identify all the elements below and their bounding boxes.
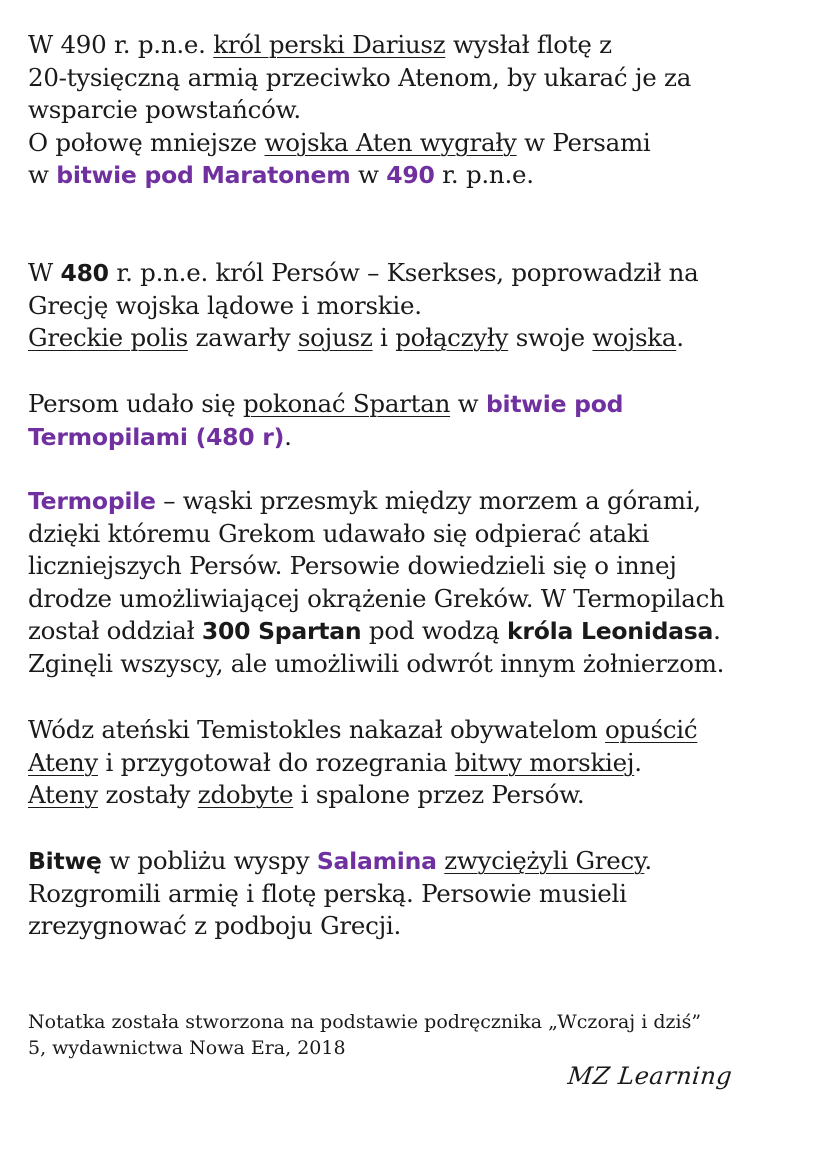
- underlined-phrase: Ateny: [28, 780, 98, 809]
- text-line: Persom udało się pokonać Spartan w bitwie pod: [28, 389, 624, 418]
- highlight-term-thermopylae: Termopile: [28, 487, 156, 515]
- text-line: wsparcie powstańców.: [28, 95, 301, 124]
- bold-spartans: 300 Spartan: [201, 617, 362, 645]
- paragraph-thermopylae-battle: [28, 388, 818, 453]
- text-line: drodze umożliwiającej okrążenie Greków. W Termopilach: [28, 583, 725, 613]
- paragraph-darius-marathon: [28, 29, 818, 192]
- text-line: Greckie polis zawarły sojusz i połączyły swoje wojska.: [28, 323, 684, 352]
- text-line: zrezygnować z podboju Grecji.: [28, 911, 402, 940]
- underlined-phrase: połączyły: [395, 323, 509, 352]
- underlined-phrase: opuścić: [605, 715, 698, 744]
- text-line: liczniejszych Persów. Persowie dowiedzieli się o innej: [28, 551, 677, 580]
- highlight-battle-thermopylae: bitwie pod: [485, 390, 624, 418]
- underlined-phrase: sojusz: [297, 323, 373, 352]
- text-line: W 480 r. p.n.e. król Persów – Kserkses, poprowadził na: [28, 258, 699, 287]
- underlined-phrase: Ateny: [28, 747, 98, 777]
- highlight-salamis: Salamina: [316, 847, 437, 875]
- footnote-line: 5, wydawnictwa Nowa Era, 2018: [28, 1037, 346, 1059]
- text-line: Wódz ateński Temistokles nakazał obywatelom opuścić: [28, 715, 698, 744]
- underlined-phrase: wojska Aten wygrały: [264, 127, 517, 157]
- text-line: dzięki któremu Grekom udawało się odpierać ataki: [28, 518, 650, 548]
- text-line: 20-tysięczną armią przeciwko Atenom, by ukarać je za: [28, 62, 692, 92]
- text-line: W 490 r. p.n.e. król perski Dariusz wysłał flotę z: [28, 30, 612, 59]
- text-line: O połowę mniejsze wojska Aten wygrały w Persami: [28, 127, 651, 157]
- text-line: Zginęli wszyscy, ale umożliwili odwrót innym żołnierzom.: [28, 648, 725, 678]
- underlined-phrase: zdobyte: [197, 780, 294, 809]
- paragraph-thermopylae-definition: [28, 485, 818, 680]
- underlined-phrase: bitwy morskiej: [454, 747, 635, 777]
- text-line: w bitwie pod Maratonem w 490 r. p.n.e.: [28, 160, 534, 189]
- underlined-phrase: wojska: [592, 323, 677, 352]
- bold-battle: Bitwę: [28, 847, 102, 875]
- text-line: Ateny i przygotował do rozegrania bitwy morskiej.: [28, 747, 642, 777]
- text-line: został oddział 300 Spartan pod wodzą króla Leonidasa.: [28, 616, 721, 645]
- text-line: Termopilami (480 r).: [28, 421, 292, 451]
- footnote-line: Notatka została stworzona na podstawie podręcznika „Wczoraj i dziś”: [28, 1011, 702, 1033]
- text-line: Bitwę w pobliżu wyspy Salamina zwyciężyli Grecy.: [28, 846, 652, 875]
- underlined-phrase: król perski Dariusz: [213, 30, 446, 59]
- source-footnote: [28, 1009, 818, 1061]
- bold-year: 480: [60, 259, 109, 287]
- underlined-phrase: zwyciężyli Grecy: [444, 846, 645, 875]
- bold-leonidas: króla Leonidasa: [507, 617, 714, 645]
- text-line: Rozgromili armię i flotę perską. Persowie musieli: [28, 878, 627, 908]
- text-line: Grecję wojska lądowe i morskie.: [28, 290, 422, 320]
- highlight-battle-marathon: bitwie pod Maratonem: [56, 161, 351, 189]
- paragraph-themistocles: [28, 714, 818, 812]
- text-line: Termopile – wąski przesmyk między morzem a górami,: [28, 486, 701, 515]
- underlined-phrase: Greckie polis: [28, 323, 188, 352]
- underlined-phrase: pokonać Spartan: [242, 389, 451, 418]
- highlight-year: 490: [386, 161, 435, 189]
- author-signature: MZ Learning: [566, 1062, 734, 1090]
- highlight-battle-thermopylae: Termopilami (480 r): [28, 422, 285, 451]
- paragraph-salamis: [28, 845, 818, 943]
- paragraph-xerxes: [28, 257, 818, 355]
- text-line: Ateny zostały zdobyte i spalone przez Persów.: [28, 780, 585, 809]
